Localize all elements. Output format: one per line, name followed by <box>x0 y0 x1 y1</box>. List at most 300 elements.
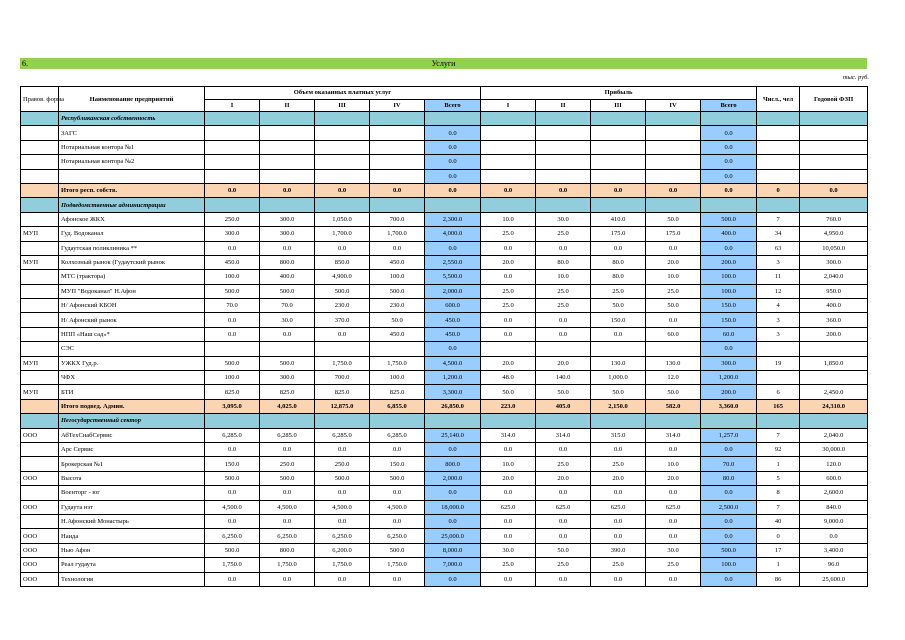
profit-cell <box>536 169 591 183</box>
volume-cell: 0.0 <box>315 572 370 586</box>
table-row <box>21 140 868 154</box>
profit-cell: 20.0 <box>591 471 646 485</box>
volume-cell: 150.0 <box>205 457 260 471</box>
volume-cell <box>370 126 425 140</box>
profit-cell: 20.0 <box>536 471 591 485</box>
profit-cell: 20.0 <box>481 255 536 269</box>
section-cell <box>757 414 800 428</box>
profit-cell: 100.0 <box>701 558 757 572</box>
legal-form-cell: ООО <box>21 543 59 557</box>
payroll-cell: 10,050.0 <box>800 241 868 255</box>
profit-cell: 0.0 <box>591 572 646 586</box>
volume-cell: 0.0 <box>260 327 315 341</box>
volume-cell: 50.0 <box>370 313 425 327</box>
profit-cell <box>591 342 646 356</box>
volume-cell: 0.0 <box>315 514 370 528</box>
employees-cell <box>757 371 800 385</box>
profit-cell: 0.0 <box>701 155 757 169</box>
section-title: Негосударственный сектор <box>59 414 205 428</box>
volume-cell: 8,000.0 <box>425 543 481 557</box>
volume-cell: 0.0 <box>260 572 315 586</box>
profit-cell <box>646 155 701 169</box>
volume-cell: 0.0 <box>425 241 481 255</box>
volume-cell: 3,095.0 <box>205 399 260 413</box>
section-cell <box>701 414 757 428</box>
volume-cell: 300.0 <box>260 227 315 241</box>
profit-cell: 582.0 <box>646 399 701 413</box>
volume-cell: 0.0 <box>425 442 481 456</box>
volume-cell: 230.0 <box>370 299 425 313</box>
volume-cell: 1,050.0 <box>315 212 370 226</box>
employees-cell: 3 <box>757 255 800 269</box>
profit-cell: 0.0 <box>591 183 646 197</box>
payroll-cell: 4,950.0 <box>800 227 868 241</box>
employees-cell <box>757 342 800 356</box>
volume-cell: 0.0 <box>425 140 481 154</box>
legal-form-cell <box>21 371 59 385</box>
services-table <box>20 86 868 587</box>
enterprise-name-cell: АбТехСнабСервис <box>59 428 205 442</box>
enterprise-name-cell: СЭС <box>59 342 205 356</box>
profit-cell: 60.0 <box>701 327 757 341</box>
legal-form-cell: ООО <box>21 529 59 543</box>
volume-cell: 450.0 <box>370 255 425 269</box>
volume-cell: 0.0 <box>205 514 260 528</box>
employees-cell: 8 <box>757 486 800 500</box>
profit-cell: 625.0 <box>591 500 646 514</box>
volume-cell <box>315 342 370 356</box>
profit-cell: 48.0 <box>481 371 536 385</box>
volume-cell <box>205 169 260 183</box>
payroll-cell: 1,850.0 <box>800 356 868 370</box>
volume-cell: 0.0 <box>425 342 481 356</box>
table-row <box>21 543 868 557</box>
profit-cell: 50.0 <box>646 385 701 399</box>
profit-cell <box>536 155 591 169</box>
profit-cell: 25.0 <box>591 558 646 572</box>
profit-cell: 405.0 <box>536 399 591 413</box>
employees-cell <box>757 155 800 169</box>
volume-cell: 70.0 <box>260 299 315 313</box>
legal-form-cell: МУП <box>21 385 59 399</box>
name-header: Наименование предприятий <box>59 87 205 112</box>
volume-cell: 0.0 <box>370 183 425 197</box>
employees-cell: 19 <box>757 356 800 370</box>
profit-cell: 625.0 <box>481 500 536 514</box>
payroll-cell: 0.0 <box>800 529 868 543</box>
profit-cell: 0.0 <box>481 313 536 327</box>
volume-cell: 500.0 <box>260 284 315 298</box>
volume-cell: 100.0 <box>370 270 425 284</box>
profit-quarter-header: IV <box>646 99 701 112</box>
payroll-cell: 760.0 <box>800 212 868 226</box>
volume-cell <box>370 140 425 154</box>
legal-form-cell: ООО <box>21 471 59 485</box>
profit-cell: 150.0 <box>701 313 757 327</box>
legal-form-cell: ООО <box>21 572 59 586</box>
volume-cell <box>260 155 315 169</box>
profit-cell: 200.0 <box>701 255 757 269</box>
profit-cell: 25.0 <box>536 284 591 298</box>
table-row <box>21 356 868 370</box>
profit-cell: 0.0 <box>536 183 591 197</box>
profit-cell: 25.0 <box>646 284 701 298</box>
volume-cell: 150.0 <box>370 457 425 471</box>
profit-cell: 0.0 <box>536 572 591 586</box>
profit-cell: 1,200.0 <box>701 371 757 385</box>
volume-cell: 250.0 <box>205 212 260 226</box>
table-row <box>21 327 868 341</box>
section-cell <box>536 198 591 212</box>
profit-cell: 30.0 <box>536 212 591 226</box>
profit-cell: 70.0 <box>701 457 757 471</box>
profit-cell: 25.0 <box>591 284 646 298</box>
section-cell <box>205 414 260 428</box>
volume-cell <box>205 140 260 154</box>
volume-cell <box>315 155 370 169</box>
legal-form-cell <box>21 155 59 169</box>
profit-cell: 50.0 <box>646 299 701 313</box>
section-cell <box>315 198 370 212</box>
volume-header: Объем оказанных платных услуг <box>205 87 481 100</box>
volume-cell: 825.0 <box>205 385 260 399</box>
volume-cell: 800.0 <box>425 457 481 471</box>
volume-cell: 6,285.0 <box>370 428 425 442</box>
enterprise-name-cell: Гудаутская поликлиника ** <box>59 241 205 255</box>
volume-cell: 70.0 <box>205 299 260 313</box>
profit-cell <box>646 169 701 183</box>
table-row <box>21 227 868 241</box>
profit-cell: 500.0 <box>701 543 757 557</box>
payroll-cell: 840.0 <box>800 500 868 514</box>
volume-cell: 2,550.0 <box>425 255 481 269</box>
profit-cell: 0.0 <box>646 486 701 500</box>
volume-cell: 0.0 <box>260 486 315 500</box>
volume-cell: 4,500.0 <box>370 500 425 514</box>
volume-cell: 0.0 <box>425 183 481 197</box>
section-row <box>21 198 868 212</box>
table-row <box>21 313 868 327</box>
volume-cell: 500.0 <box>370 471 425 485</box>
table-row <box>21 212 868 226</box>
profit-cell: 25.0 <box>536 457 591 471</box>
enterprise-name-cell: Военторг - юг <box>59 486 205 500</box>
enterprise-name-cell: Афонское ЖКХ <box>59 212 205 226</box>
volume-cell: 800.0 <box>260 255 315 269</box>
enterprise-name-cell: БТИ <box>59 385 205 399</box>
profit-cell: 390.0 <box>591 543 646 557</box>
volume-cell: 2,300.0 <box>425 212 481 226</box>
profit-cell <box>481 126 536 140</box>
volume-cell: 0.0 <box>315 486 370 500</box>
volume-cell <box>370 155 425 169</box>
profit-cell: 0.0 <box>481 241 536 255</box>
enterprise-name-cell: МУП "Водоканал" Н.Афон <box>59 284 205 298</box>
volume-cell: 25,140.0 <box>425 428 481 442</box>
profit-cell <box>481 140 536 154</box>
payroll-cell: 96.0 <box>800 558 868 572</box>
table-row <box>21 471 868 485</box>
volume-cell: 4,500.0 <box>425 356 481 370</box>
profit-cell: 50.0 <box>536 385 591 399</box>
volume-cell: 600.0 <box>425 299 481 313</box>
profit-cell: 0.0 <box>591 529 646 543</box>
profit-cell: 0.0 <box>481 486 536 500</box>
payroll-cell: 2,040.0 <box>800 270 868 284</box>
volume-quarter-header: Всего <box>425 99 481 112</box>
legal-form-cell <box>21 457 59 471</box>
payroll-cell: 2,450.0 <box>800 385 868 399</box>
payroll-cell: 360.0 <box>800 313 868 327</box>
payroll-header: Годовой ФЗП <box>800 87 868 112</box>
section-cell <box>536 414 591 428</box>
profit-cell: 20.0 <box>646 471 701 485</box>
table-row <box>21 486 868 500</box>
volume-cell: 2,000.0 <box>425 471 481 485</box>
volume-cell: 1,750.0 <box>260 558 315 572</box>
profit-cell: 25.0 <box>536 558 591 572</box>
enterprise-name-cell: Н/ Афонский КБОН <box>59 299 205 313</box>
enterprise-name-cell: Н.Афонский Монастырь <box>59 514 205 528</box>
volume-cell: 4,500.0 <box>260 500 315 514</box>
legal-form-cell: ООО <box>21 500 59 514</box>
volume-cell: 0.0 <box>260 514 315 528</box>
profit-cell: 0.0 <box>481 183 536 197</box>
profit-cell: 0.0 <box>646 514 701 528</box>
volume-cell: 230.0 <box>315 299 370 313</box>
volume-cell: 6,855.0 <box>370 399 425 413</box>
volume-cell: 0.0 <box>205 572 260 586</box>
volume-quarter-header: II <box>260 99 315 112</box>
enterprise-name-cell: Колхозный рынок (Гудаутский рынок <box>59 255 205 269</box>
profit-cell: 25.0 <box>536 299 591 313</box>
profit-cell: 300.0 <box>701 356 757 370</box>
enterprise-name-cell: УЖКХ Гуд.р. <box>59 356 205 370</box>
payroll-cell <box>800 126 868 140</box>
legal-form-cell <box>21 442 59 456</box>
profit-cell: 0.0 <box>701 572 757 586</box>
volume-cell: 800.0 <box>260 543 315 557</box>
volume-cell: 500.0 <box>370 543 425 557</box>
profit-cell: 0.0 <box>591 241 646 255</box>
profit-cell: 0.0 <box>701 169 757 183</box>
employees-cell: 17 <box>757 543 800 557</box>
profit-quarter-header: I <box>481 99 536 112</box>
profit-cell <box>646 126 701 140</box>
profit-cell: 625.0 <box>646 500 701 514</box>
enterprise-name-cell: Нью Афон <box>59 543 205 557</box>
volume-cell: 6,285.0 <box>315 428 370 442</box>
legal-form-cell <box>21 299 59 313</box>
volume-cell: 250.0 <box>260 457 315 471</box>
enterprise-name-cell: ЗАГС <box>59 126 205 140</box>
profit-cell: 0.0 <box>536 529 591 543</box>
payroll-cell: 300.0 <box>800 255 868 269</box>
payroll-cell: 120.0 <box>800 457 868 471</box>
table-row <box>21 457 868 471</box>
volume-cell <box>260 126 315 140</box>
profit-cell: 0.0 <box>481 327 536 341</box>
enterprise-name-cell: МТС (трактора) <box>59 270 205 284</box>
volume-cell: 400.0 <box>260 270 315 284</box>
volume-cell <box>205 342 260 356</box>
payroll-cell <box>800 371 868 385</box>
volume-cell: 0.0 <box>425 514 481 528</box>
section-number: 6. <box>22 59 28 68</box>
profit-cell: 0.0 <box>481 442 536 456</box>
volume-cell: 500.0 <box>205 284 260 298</box>
enterprise-name-cell: Гудаута нэт <box>59 500 205 514</box>
enterprise-name-cell: Реал гудаута <box>59 558 205 572</box>
enterprise-name-cell: Арс Сервис <box>59 442 205 456</box>
profit-cell: 150.0 <box>591 313 646 327</box>
employees-cell: 4 <box>757 299 800 313</box>
volume-cell: 0.0 <box>425 572 481 586</box>
volume-cell: 500.0 <box>260 356 315 370</box>
section-title-bar <box>20 58 867 69</box>
volume-cell: 1,750.0 <box>370 356 425 370</box>
section-cell <box>260 198 315 212</box>
enterprise-name-cell: Гуд. Водоканал <box>59 227 205 241</box>
profit-cell: 0.0 <box>646 313 701 327</box>
profit-cell <box>646 140 701 154</box>
volume-cell <box>315 126 370 140</box>
profit-header: Прибыль <box>481 87 757 100</box>
profit-cell <box>591 126 646 140</box>
enterprise-name-cell: Нотариальная контора №1 <box>59 140 205 154</box>
profit-cell: 0.0 <box>536 327 591 341</box>
section-cell <box>260 112 315 126</box>
profit-cell: 2,150.0 <box>591 399 646 413</box>
volume-cell: 0.0 <box>205 183 260 197</box>
volume-cell: 4,025.0 <box>260 399 315 413</box>
profit-cell: 0.0 <box>701 140 757 154</box>
volume-cell: 6,250.0 <box>205 529 260 543</box>
volume-cell: 4,500.0 <box>205 500 260 514</box>
section-row <box>21 414 868 428</box>
section-cell <box>205 112 260 126</box>
profit-cell: 0.0 <box>536 241 591 255</box>
volume-cell <box>315 140 370 154</box>
table-row <box>21 558 868 572</box>
employees-cell: 63 <box>757 241 800 255</box>
volume-cell <box>260 342 315 356</box>
section-cell <box>315 112 370 126</box>
volume-quarter-header: III <box>315 99 370 112</box>
volume-cell: 25,000.0 <box>425 529 481 543</box>
enterprise-name-cell: Технология <box>59 572 205 586</box>
volume-cell: 0.0 <box>315 327 370 341</box>
profit-cell <box>591 155 646 169</box>
payroll-cell: 24,310.0 <box>800 399 868 413</box>
volume-cell: 1,700.0 <box>315 227 370 241</box>
legal-form-cell: ООО <box>21 558 59 572</box>
table-row <box>21 572 868 586</box>
employees-cell: 11 <box>757 270 800 284</box>
profit-cell: 175.0 <box>591 227 646 241</box>
employees-cell: 6 <box>757 385 800 399</box>
volume-cell: 6,250.0 <box>260 529 315 543</box>
section-cell <box>370 198 425 212</box>
legal-form-cell <box>21 241 59 255</box>
volume-cell: 500.0 <box>205 471 260 485</box>
section-cell <box>591 112 646 126</box>
section-cell <box>205 198 260 212</box>
section-cell <box>370 112 425 126</box>
profit-cell: 60.0 <box>646 327 701 341</box>
profit-cell: 20.0 <box>481 356 536 370</box>
profit-cell: 3,360.0 <box>701 399 757 413</box>
legal-form-cell <box>21 399 59 413</box>
profit-cell: 0.0 <box>701 342 757 356</box>
volume-cell: 100.0 <box>370 371 425 385</box>
volume-cell <box>260 140 315 154</box>
volume-cell: 370.0 <box>315 313 370 327</box>
volume-cell: 0.0 <box>205 241 260 255</box>
volume-cell: 6,285.0 <box>260 428 315 442</box>
profit-cell <box>591 140 646 154</box>
profit-cell: 0.0 <box>481 529 536 543</box>
payroll-cell: 600.0 <box>800 471 868 485</box>
section-title: Услуги <box>431 59 456 68</box>
profit-cell <box>536 342 591 356</box>
profit-cell <box>591 169 646 183</box>
volume-cell: 0.0 <box>205 486 260 500</box>
enterprise-name-cell: Наида <box>59 529 205 543</box>
profit-cell: 20.0 <box>481 471 536 485</box>
profit-cell: 200.0 <box>701 385 757 399</box>
employees-cell <box>757 126 800 140</box>
volume-cell <box>205 155 260 169</box>
legal-form-cell <box>21 313 59 327</box>
volume-cell: 0.0 <box>425 169 481 183</box>
profit-cell: 150.0 <box>701 299 757 313</box>
employees-cell: 1 <box>757 457 800 471</box>
profit-cell: 25.0 <box>481 299 536 313</box>
profit-quarter-header: III <box>591 99 646 112</box>
profit-cell: 80.0 <box>701 471 757 485</box>
volume-cell: 450.0 <box>205 255 260 269</box>
volume-cell: 450.0 <box>425 313 481 327</box>
profit-cell: 0.0 <box>591 327 646 341</box>
section-row <box>21 112 868 126</box>
legal-form-cell <box>21 342 59 356</box>
employees-cell: 3 <box>757 313 800 327</box>
payroll-cell: 2,600.0 <box>800 486 868 500</box>
payroll-cell: 30,000.0 <box>800 442 868 456</box>
payroll-cell <box>800 155 868 169</box>
profit-cell: 25.0 <box>481 558 536 572</box>
profit-cell: 25.0 <box>481 284 536 298</box>
volume-cell: 450.0 <box>370 327 425 341</box>
profit-cell: 1,257.0 <box>701 428 757 442</box>
section-cell <box>646 198 701 212</box>
legal-form-cell <box>21 169 59 183</box>
section-cell <box>800 112 868 126</box>
employees-cell: 7 <box>757 212 800 226</box>
profit-cell: 0.0 <box>701 183 757 197</box>
volume-cell: 0.0 <box>370 241 425 255</box>
profit-cell: 0.0 <box>591 486 646 500</box>
profit-cell: 25.0 <box>646 558 701 572</box>
volume-cell: 0.0 <box>205 327 260 341</box>
volume-cell: 500.0 <box>260 471 315 485</box>
profit-cell: 100.0 <box>701 270 757 284</box>
employees-cell <box>757 169 800 183</box>
subtotal-row <box>21 399 868 413</box>
section-title: Подведомственные администрации <box>59 198 205 212</box>
volume-cell: 12,875.0 <box>315 399 370 413</box>
